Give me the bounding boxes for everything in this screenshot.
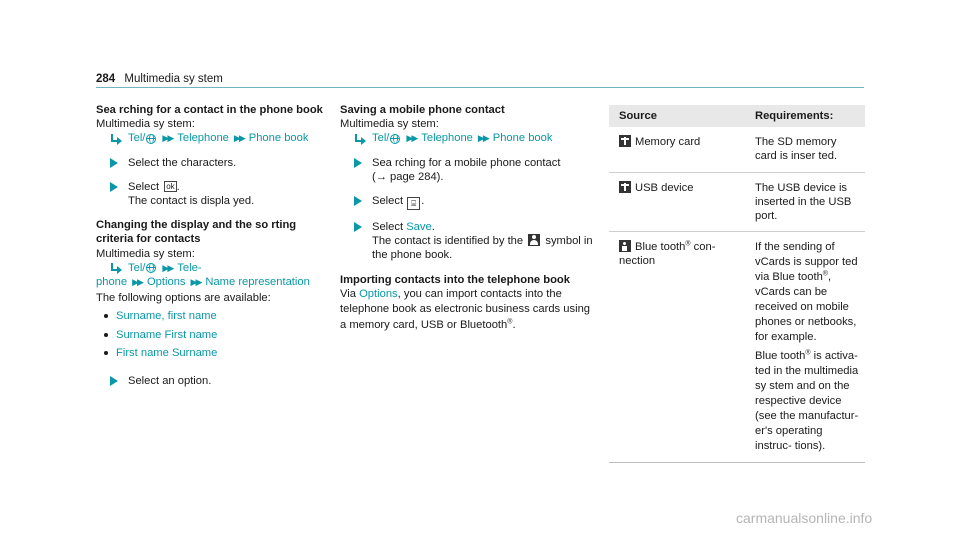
step-text [372, 194, 595, 210]
globe-icon [390, 134, 400, 144]
double-chevron-icon: ▶▶ [162, 133, 173, 144]
step-text-part: Sea rching for a mobile phone contact [372, 156, 561, 169]
step-text [372, 156, 595, 184]
requirement-text: is activa- ted in the multimedia sy stem and on the respective device (see the manufactur- er's operating instruc- tions). [755, 350, 859, 453]
step-arrow-icon [110, 182, 118, 192]
step-arrow-icon [354, 196, 362, 206]
intro-multimedia-system: Multimedia sy stem: [340, 118, 439, 131]
source-cell [609, 127, 745, 172]
path-item-phone-book: Phone book [248, 132, 309, 145]
path-item-telephone: Telephone [177, 132, 229, 145]
path-item-telephone: Tele- [177, 261, 202, 274]
save-label: Save [406, 221, 432, 234]
heading-saving-contact: Saving a mobile phone contact [340, 104, 505, 116]
bullet-icon [104, 333, 108, 337]
step-text-part: . [431, 221, 435, 234]
path-item-telephone: Telephone [421, 132, 473, 145]
bluetooth-icon [619, 240, 631, 252]
header-rule [96, 87, 864, 88]
requirement-text: Blue tooth [755, 350, 806, 363]
instruction-step [96, 180, 324, 208]
path-arrow-icon [354, 134, 368, 144]
intro-multimedia-system: Multimedia sy stem: [96, 247, 195, 260]
option-label: First name Surname [116, 346, 218, 359]
source-label: USB device [635, 181, 694, 194]
table-row [609, 232, 865, 463]
column-header-source: Source [609, 105, 745, 127]
watermark: carmanualsonline.info [736, 510, 873, 526]
step-text [372, 220, 595, 263]
path-item-telephone: phone [96, 276, 128, 289]
option-label: Surname, first name [116, 310, 217, 323]
requirement-text: , [827, 271, 832, 284]
options-label: Options [359, 287, 398, 300]
menu-path [340, 131, 595, 145]
instruction-step [340, 156, 595, 184]
page-header [96, 72, 223, 86]
double-chevron-icon: ▶▶ [190, 277, 201, 288]
menu-path [96, 261, 324, 275]
path-item-options: Options [146, 276, 186, 289]
registered-mark: ® [805, 349, 811, 357]
path-item-tel: Tel/ [372, 132, 390, 145]
source-label: Memory card [635, 136, 701, 149]
option-label: Surname First name [116, 328, 218, 341]
source-label: Blue tooth [635, 241, 686, 254]
menu-path [96, 131, 324, 145]
registered-mark: ® [685, 240, 691, 248]
menu-path-continued [96, 275, 324, 289]
options-intro: The following options are available: [96, 292, 271, 305]
page-reference: (→ page 284). [372, 170, 444, 183]
instruction-step [96, 374, 324, 388]
instruction-step [340, 220, 595, 263]
instruction-step [96, 156, 324, 170]
list-item [96, 346, 324, 360]
table-row [609, 172, 865, 232]
step-arrow-icon [110, 158, 118, 168]
step-text-part: . [421, 195, 425, 208]
step-arrow-icon [110, 376, 118, 386]
step-text: Select the characters. [128, 156, 237, 169]
double-chevron-icon: ▶▶ [233, 133, 244, 144]
step-text-part: Select [128, 180, 160, 193]
heading-search-contact: Sea rching for a contact in the phone book [96, 104, 323, 116]
requirement-text: vCards can be received on mobile phones or netbooks, for example. [755, 286, 857, 344]
table-header-row [609, 105, 865, 127]
heading-sorting-criteria: Changing the display and the so rting criteria for contacts [96, 219, 297, 246]
path-item-name-representation: Name representation [205, 276, 310, 289]
globe-icon [146, 134, 156, 144]
double-chevron-icon: ▶▶ [162, 262, 173, 273]
list-item [96, 328, 324, 342]
registered-mark: ® [507, 318, 513, 326]
column-middle [340, 103, 595, 333]
instruction-step [340, 194, 595, 210]
double-chevron-icon: ▶▶ [132, 277, 142, 288]
step-text-part: . [176, 180, 180, 193]
list-item [96, 309, 324, 323]
import-paragraph [340, 287, 595, 334]
paragraph-text: Via [340, 287, 356, 300]
step-text [128, 180, 324, 208]
step-result: The contact is identified by the [372, 235, 524, 248]
save-contact-icon: ⌸ [407, 197, 420, 210]
path-item-phone-book: Phone book [492, 132, 553, 145]
step-result: The contact is displa yed. [128, 195, 255, 208]
page-header-title: Multimedia sy stem [124, 73, 223, 85]
heading-importing-contacts: Importing contacts into the telephone book [340, 273, 570, 286]
intro-multimedia-system: Multimedia sy stem: [96, 118, 195, 131]
column-left [96, 103, 324, 388]
double-chevron-icon: ▶▶ [477, 133, 488, 144]
source-cell [609, 232, 745, 463]
path-arrow-icon [110, 263, 124, 273]
paragraph-text: , you can import contacts into the telephone book as electronic business cards using a memory card, USB or Bluetooth [340, 287, 591, 331]
requirement-paragraph [755, 349, 859, 454]
contact-person-icon [528, 234, 540, 246]
step-arrow-icon [354, 158, 362, 168]
globe-icon [146, 263, 156, 273]
paragraph-text: . [512, 318, 516, 331]
path-item-tel: Tel/ [128, 261, 146, 274]
step-result: symbol in the phone book. [372, 235, 593, 262]
requirement-cell [745, 232, 865, 463]
step-text-part: Select [372, 221, 404, 234]
path-arrow-icon [110, 134, 124, 144]
registered-mark: ® [822, 270, 828, 278]
bullet-icon [104, 314, 108, 318]
source-cell [609, 172, 745, 232]
requirement-paragraph [755, 240, 859, 345]
step-text: Select an option. [128, 375, 212, 388]
column-header-requirements: Requirements: [745, 105, 865, 127]
requirement-cell: The SD memory card is inser ted. [745, 127, 865, 172]
requirement-text: If the sending of vCards is suppor ted via Blue tooth [755, 241, 858, 284]
memory-card-icon [619, 135, 631, 147]
source-requirements-table [609, 105, 865, 463]
step-text-part: Select [372, 195, 404, 208]
source-label: con- nection [619, 241, 716, 268]
table-row [609, 127, 865, 172]
bullet-icon [104, 351, 108, 355]
page-number: 284 [96, 73, 116, 85]
ok-icon: ok [166, 181, 175, 191]
step-arrow-icon [354, 222, 362, 232]
path-item-tel: Tel/ [128, 132, 146, 145]
double-chevron-icon: ▶▶ [406, 133, 417, 144]
usb-icon [619, 181, 631, 193]
requirement-cell: The USB device is inserted in the USB port. [745, 172, 865, 232]
